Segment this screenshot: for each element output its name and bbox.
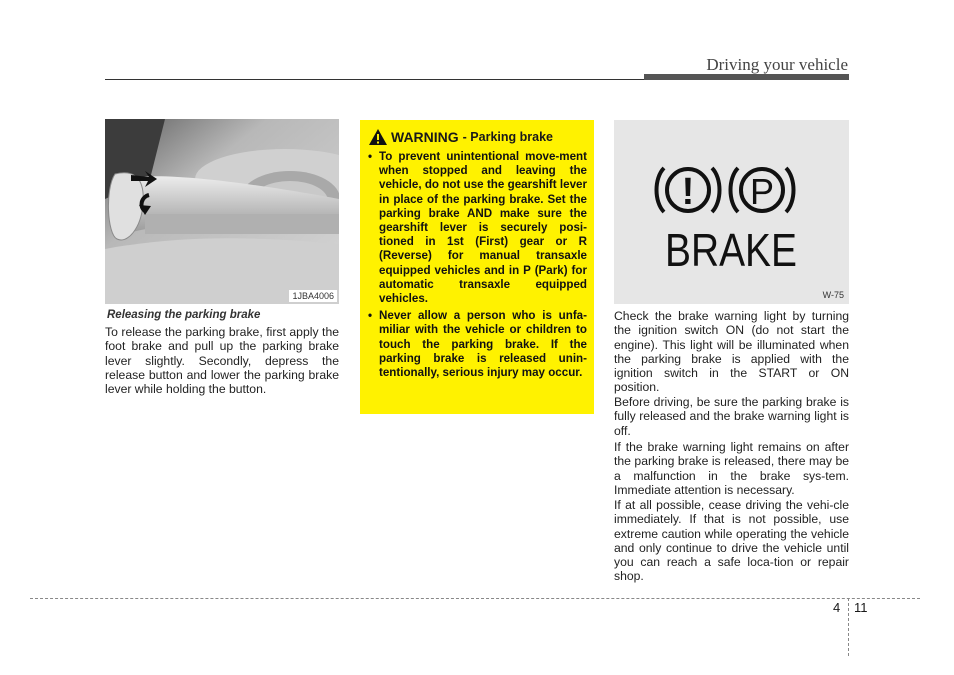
parking-brake-photo (105, 119, 339, 304)
brake-word: BRAKE (665, 224, 797, 276)
page-number: 11 (854, 600, 868, 615)
warning-subtitle: - Parking brake (462, 130, 553, 144)
figure-code: 1JBA4006 (289, 290, 337, 302)
exclamation-mark: ! (681, 171, 695, 213)
footer-divider (848, 598, 849, 656)
warning-item (368, 309, 587, 380)
brake-warning-light-figure (614, 120, 849, 304)
warning-item (368, 150, 587, 306)
header-bar (644, 74, 849, 80)
section-title: Driving your vehicle (706, 55, 848, 74)
col3-paragraph-4: If at all possible, cease driving the vehi-cle immediately. If that is not possible, use extreme caution while operating the vehicle and only continue to drive the vehicle until you can reach a safe loca-tion or repair shop. (614, 498, 849, 584)
warning-box (360, 120, 594, 414)
bullet: • (368, 150, 373, 163)
indicator-code: W-75 (822, 290, 844, 300)
footer-rule (30, 598, 920, 599)
col3-paragraph-3: If the brake warning light remains on after the parking brake is released, there may be a malfunction in the brake sys-tem. Immediate attention is necessary. (614, 440, 849, 497)
park-letter: P (749, 171, 775, 212)
warning-item-text: To prevent unintentional move-ment when stopped and leaving the vehicle, do not use the gearshift lever in place of the parking brake. Set the parking brake AND make sure the gearshift lever is securely posi-tioned in 1st (First) gear or R (Reverse) for manual transaxle equipped vehicles and in P (Park) for automatic transaxle equipped vehicles. (379, 150, 587, 306)
section-number: 4 (833, 600, 841, 615)
release-instructions: To release the parking brake, first apply the foot brake and pull up the parking brake lever slightly. Secondly, depress the release button and lower the parking brake lever while holding the button. (105, 325, 339, 397)
figure-caption: Releasing the parking brake (107, 309, 261, 321)
warning-triangle-icon (368, 128, 388, 146)
exclamation-warning-icon (657, 168, 720, 213)
warning-title: WARNING (391, 129, 459, 145)
parking-p-icon (731, 168, 794, 212)
bullet: • (368, 309, 373, 323)
warning-item-text: Never allow a person who is unfa-miliar with the vehicle or children to touch the parking brake. If the parking brake is released unin-tentionally, serious injury may occur. (379, 309, 587, 380)
warning-list (368, 150, 587, 380)
col3-paragraph-2: Before driving, be sure the parking brake is fully released and the brake warning light is off. (614, 395, 849, 438)
col3-paragraph-1: Check the brake warning light by turning the ignition switch ON (do not start the engine). This light will be illuminated when the parking brake is applied with the ignition switch in the START or ON position. (614, 309, 849, 395)
